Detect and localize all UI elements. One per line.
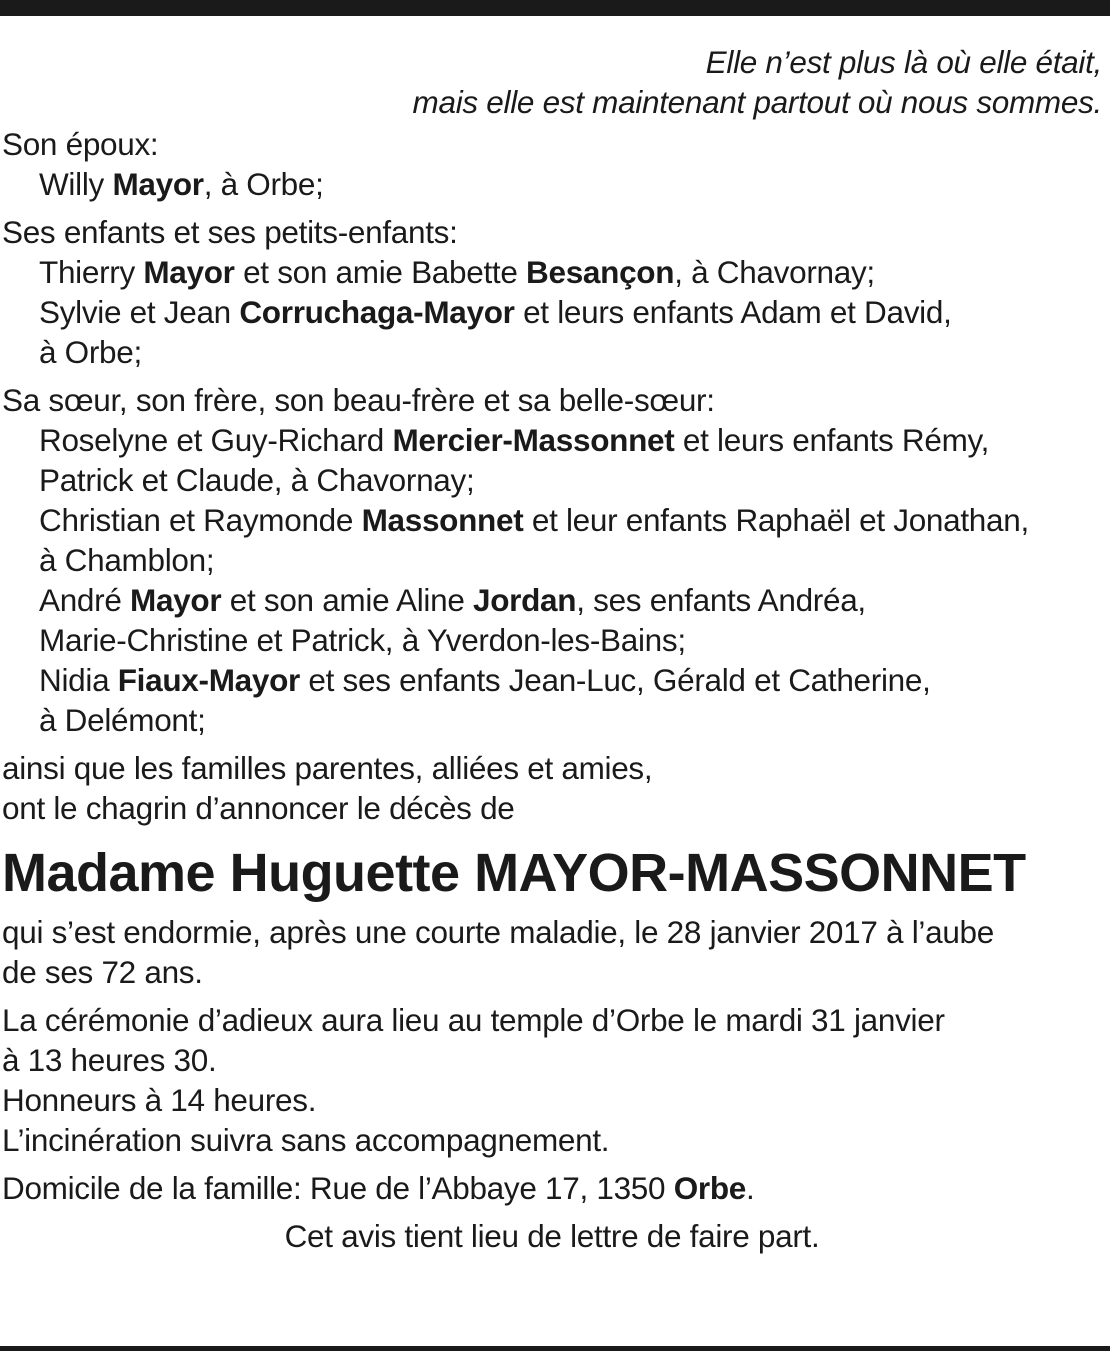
family-entry: Willy Mayor, à Orbe; (39, 166, 324, 202)
ceremony-section (2, 1000, 1102, 1160)
family-entry: Christian et Raymonde Massonnet et leur enfants Raphaël et Jonathan, (39, 502, 1029, 538)
surname: Corruchaga-Mayor (239, 294, 515, 330)
body-text: Honneurs à 14 heures. (2, 1082, 317, 1118)
surname: Mayor (143, 254, 235, 290)
surname: Fiaux-Mayor (117, 662, 300, 698)
death-section (2, 912, 1102, 992)
section-heading: Sa sœur, son frère, son beau-frère et sa belle-sœur: (2, 382, 715, 418)
surname: Jordan (473, 582, 577, 618)
siblings-section (2, 380, 1102, 740)
body-text: à 13 heures 30. (2, 1042, 217, 1078)
body-text: La cérémonie d’adieux aura lieu au temple d’Orbe le mardi 31 janvier (2, 1002, 945, 1038)
children-section (2, 212, 1102, 372)
epigraph-line: mais elle est maintenant partout où nous sommes. (412, 84, 1102, 120)
closing-note: Cet avis tient lieu de lettre de faire part. (284, 1218, 820, 1254)
domicile: Domicile de la famille: Rue de l’Abbaye 17, 1350 Orbe. (2, 1170, 755, 1206)
surname: Mercier-Massonnet (392, 422, 675, 458)
body-text: de ses 72 ans. (2, 954, 203, 990)
bottom-rule (0, 1346, 1110, 1351)
epigraph (2, 42, 1102, 122)
top-rule (0, 0, 1110, 16)
family-entry: Roselyne et Guy-Richard Mercier-Massonnet et leurs enfants Rémy, (39, 422, 990, 458)
family-entry: Nidia Fiaux-Mayor et ses enfants Jean-Luc, Gérald et Catherine, (39, 662, 931, 698)
family-entry: Thierry Mayor et son amie Babette Besançon, à Chavornay; (39, 254, 875, 290)
family-entry: Sylvie et Jean Corruchaga-Mayor et leurs enfants Adam et David, (39, 294, 952, 330)
surname: Massonnet (361, 502, 524, 538)
spouse-section (2, 124, 1102, 204)
family-entry-continuation: Marie-Christine et Patrick, à Yverdon-les-Bains; (39, 622, 686, 658)
family-entry-continuation: Patrick et Claude, à Chavornay; (39, 462, 475, 498)
body-text: ont le chagrin d’annoncer le décès de (2, 790, 515, 826)
body-text: qui s’est endormie, après une courte maladie, le 28 janvier 2017 à l’aube (2, 914, 994, 950)
domicile-city: Orbe (673, 1170, 747, 1206)
body-text: ainsi que les familles parentes, alliées et amies, (2, 750, 653, 786)
surname: Besançon (526, 254, 675, 290)
obituary-notice (2, 42, 1102, 1256)
family-entry: André Mayor et son amie Aline Jordan, ses enfants Andréa, (39, 582, 866, 618)
family-entry-continuation: à Delémont; (39, 702, 206, 738)
surname: Mayor (112, 166, 204, 202)
section-heading: Son époux: (2, 126, 159, 162)
epigraph-line: Elle n’est plus là où elle était, (705, 44, 1102, 80)
family-entry-continuation: à Chamblon; (39, 542, 215, 578)
families-section (2, 748, 1102, 828)
family-entry-continuation: à Orbe; (39, 334, 142, 370)
body-text: L’incinération suivra sans accompagnement. (2, 1122, 610, 1158)
deceased-name: Madame Huguette MAYOR-MASSONNET (2, 843, 1026, 903)
surname: Mayor (130, 582, 222, 618)
section-heading: Ses enfants et ses petits-enfants: (2, 214, 458, 250)
